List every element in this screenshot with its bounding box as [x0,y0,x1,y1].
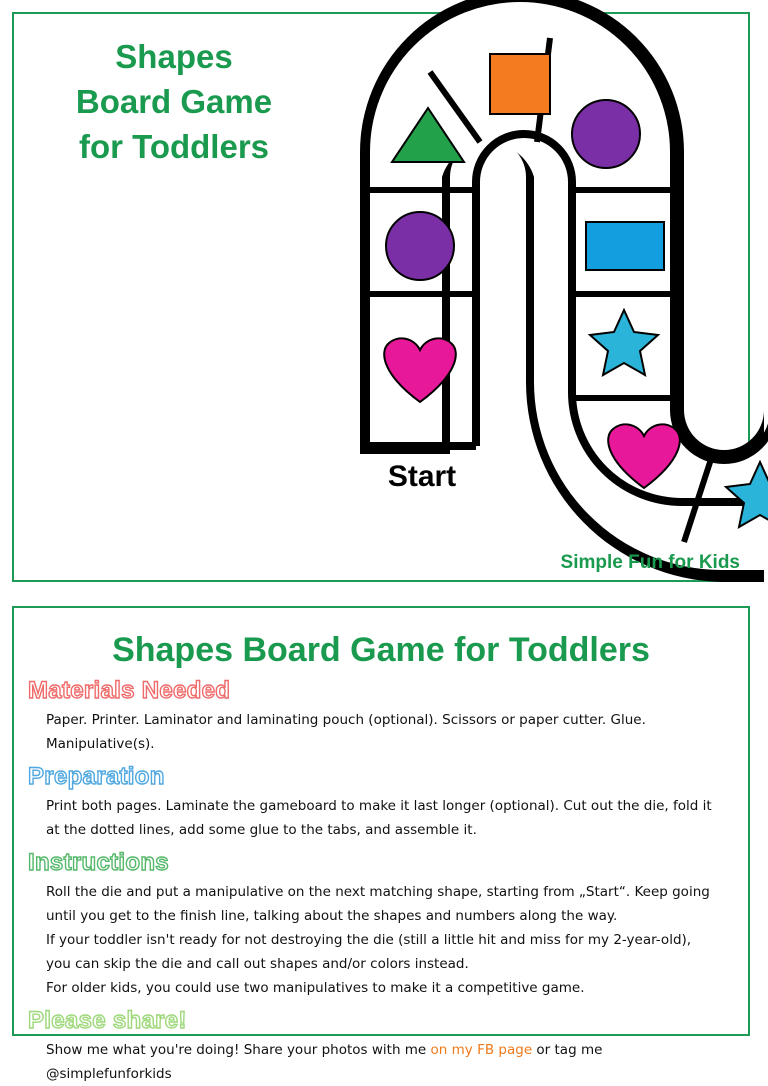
fb-page-link[interactable]: on my FB page [430,1042,533,1058]
board-title-line-1: Shapes [115,38,233,75]
board-title-line-2: Board Game [75,83,273,120]
share-paragraph [46,1038,718,1086]
instructions-title: Shapes Board Game for Toddlers [112,631,650,669]
game-path [14,14,752,584]
preparation-text [46,794,718,842]
instructions-text [46,880,718,1000]
materials-heading: Materials Needed [28,677,231,704]
circle-icon [572,100,640,168]
instructions-paragraph: For older kids, you could use two manipulatives to make it a competitive game. [46,980,585,996]
share-text-after: or tag me @simplefunforkids [46,1042,603,1082]
preparation-paragraph: Print both pages. Laminate the gameboard to make it last longer (optional). Cut out the die, fold it at the dotted lines, add some glue to the tabs, and assemble it. [46,798,712,838]
gameboard-page [12,12,750,582]
circle-icon [386,212,454,280]
square-icon [490,54,550,114]
share-heading: Please share! [28,1007,187,1034]
board-title-line-3: for Toddlers [78,128,270,165]
start-label: Start [387,460,457,493]
instructions-paragraph: If your toddler isn't ready for not destroying the die (still a little hit and miss for my 2-year-old), you can skip the die and call out shapes and/or colors instead. [46,932,692,972]
brand-label: Simple Fun for Kids [560,552,740,573]
instructions-page [12,606,750,1082]
share-text-before: Show me what you're doing! Share your photos with me [46,1042,431,1058]
rectangle-icon [586,222,664,270]
instructions-heading: Instructions [28,849,169,876]
instructions-paragraph: Roll the die and put a manipulative on the next matching shape, starting from „Start“. Keep going until you get to the finish line, talking about the shapes and numbers along the way. [46,884,710,924]
preparation-heading: Preparation [28,763,165,790]
share-text [46,1038,718,1086]
materials-paragraph: Paper. Printer. Laminator and laminating pouch (optional). Scissors or paper cutter. Glue. Manipulative(s). [46,712,646,752]
materials-text [46,708,718,756]
